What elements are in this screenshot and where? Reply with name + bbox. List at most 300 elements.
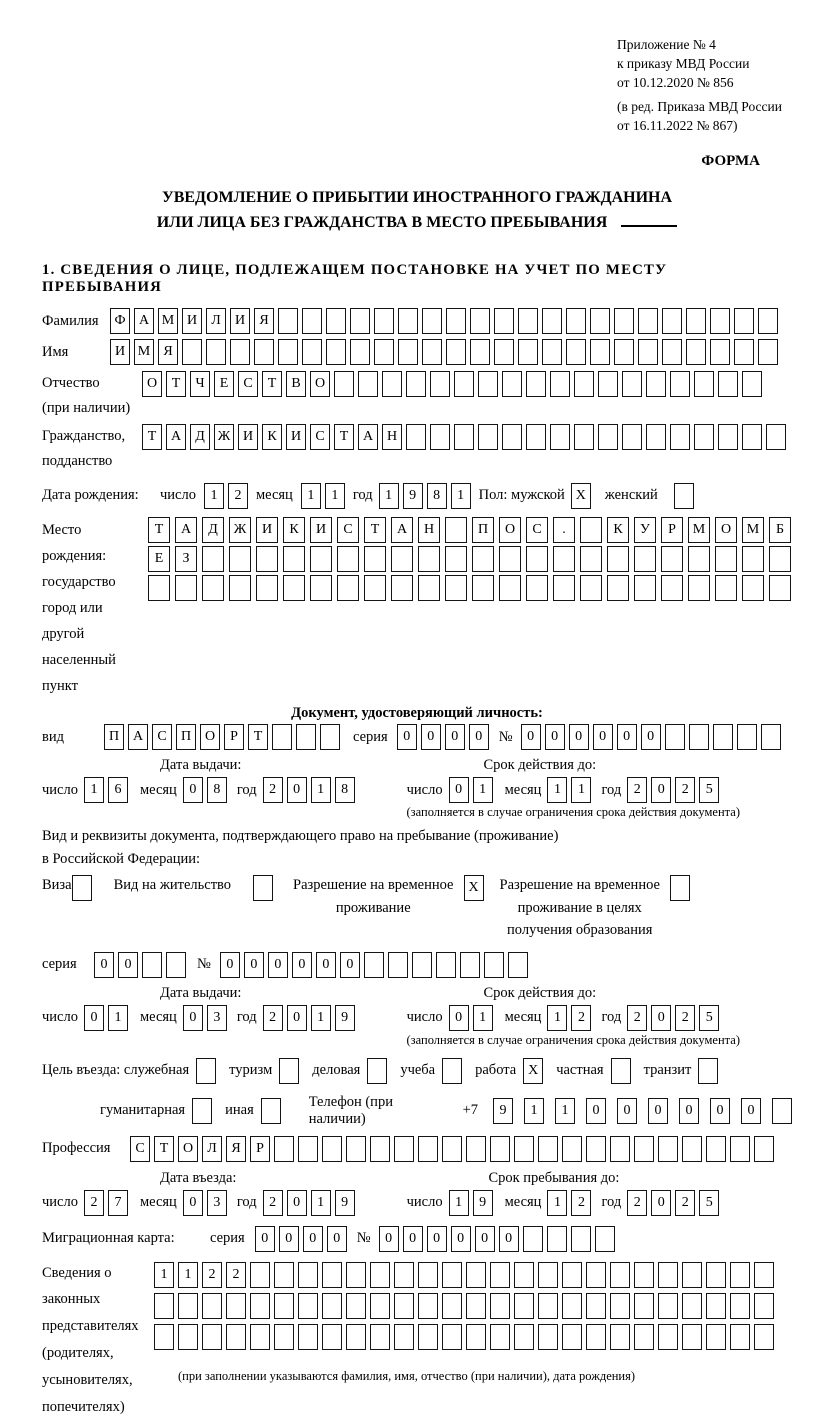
char-cell[interactable]: [622, 424, 642, 450]
char-cell[interactable]: [742, 371, 762, 397]
char-cell[interactable]: 0: [641, 724, 661, 750]
char-cell[interactable]: [283, 546, 305, 572]
char-cell[interactable]: [391, 575, 413, 601]
char-cell[interactable]: [418, 1262, 438, 1288]
char-cell[interactable]: [394, 1293, 414, 1319]
char-cell[interactable]: [298, 1262, 318, 1288]
char-cell[interactable]: Н: [382, 424, 402, 450]
char-cell[interactable]: 1: [311, 777, 331, 803]
char-cell[interactable]: [466, 1136, 486, 1162]
char-cell[interactable]: 1: [555, 1098, 575, 1124]
char-cell[interactable]: 1: [301, 483, 321, 509]
char-cell[interactable]: [526, 575, 548, 601]
char-cell[interactable]: [662, 308, 682, 334]
purpose-humanitarian-checkbox[interactable]: [192, 1098, 212, 1124]
char-cell[interactable]: [610, 1293, 630, 1319]
char-cell[interactable]: 0: [421, 724, 441, 750]
char-cell[interactable]: 1: [547, 1190, 567, 1216]
char-cell[interactable]: [694, 371, 714, 397]
char-cell[interactable]: [394, 1136, 414, 1162]
char-cell[interactable]: [607, 575, 629, 601]
char-cell[interactable]: 0: [279, 1226, 299, 1252]
char-cell[interactable]: [320, 724, 340, 750]
char-cell[interactable]: 1: [311, 1190, 331, 1216]
char-cell[interactable]: 1: [547, 1005, 567, 1031]
char-cell[interactable]: [274, 1136, 294, 1162]
char-cell[interactable]: [518, 308, 538, 334]
char-cell[interactable]: [298, 1293, 318, 1319]
char-cell[interactable]: Т: [154, 1136, 174, 1162]
char-cell[interactable]: 1: [524, 1098, 544, 1124]
char-cell[interactable]: [364, 952, 384, 978]
char-cell[interactable]: 2: [263, 1190, 283, 1216]
char-cell[interactable]: 1: [311, 1005, 331, 1031]
char-cell[interactable]: И: [238, 424, 258, 450]
char-cell[interactable]: 2: [627, 777, 647, 803]
char-cell[interactable]: 7: [108, 1190, 128, 1216]
char-cell[interactable]: Ч: [190, 371, 210, 397]
char-cell[interactable]: [202, 1324, 222, 1350]
char-cell[interactable]: [445, 575, 467, 601]
char-cell[interactable]: 0: [397, 724, 417, 750]
char-cell[interactable]: 0: [545, 724, 565, 750]
char-cell[interactable]: Т: [148, 517, 170, 543]
char-cell[interactable]: [550, 424, 570, 450]
char-cell[interactable]: 0: [287, 1005, 307, 1031]
char-cell[interactable]: [502, 424, 522, 450]
char-cell[interactable]: 0: [617, 1098, 637, 1124]
char-cell[interactable]: [646, 371, 666, 397]
char-cell[interactable]: Л: [206, 308, 226, 334]
purpose-official-checkbox[interactable]: [196, 1058, 216, 1084]
char-cell[interactable]: [154, 1293, 174, 1319]
char-cell[interactable]: [274, 1262, 294, 1288]
char-cell[interactable]: [713, 724, 733, 750]
char-cell[interactable]: [322, 1324, 342, 1350]
char-cell[interactable]: [646, 424, 666, 450]
char-cell[interactable]: [229, 546, 251, 572]
char-cell[interactable]: [478, 424, 498, 450]
char-cell[interactable]: [562, 1324, 582, 1350]
char-cell[interactable]: 0: [710, 1098, 730, 1124]
char-cell[interactable]: 0: [287, 777, 307, 803]
char-cell[interactable]: [446, 339, 466, 365]
char-cell[interactable]: А: [128, 724, 148, 750]
visa-checkbox[interactable]: [72, 875, 92, 901]
char-cell[interactable]: [526, 546, 548, 572]
char-cell[interactable]: [634, 1293, 654, 1319]
char-cell[interactable]: [754, 1293, 774, 1319]
char-cell[interactable]: 2: [228, 483, 248, 509]
char-cell[interactable]: 0: [327, 1226, 347, 1252]
char-cell[interactable]: [346, 1324, 366, 1350]
char-cell[interactable]: [742, 546, 764, 572]
char-cell[interactable]: А: [391, 517, 413, 543]
char-cell[interactable]: [445, 546, 467, 572]
char-cell[interactable]: [490, 1293, 510, 1319]
char-cell[interactable]: [754, 1262, 774, 1288]
char-cell[interactable]: 0: [94, 952, 114, 978]
char-cell[interactable]: [412, 952, 432, 978]
char-cell[interactable]: Ж: [229, 517, 251, 543]
char-cell[interactable]: [710, 308, 730, 334]
char-cell[interactable]: [622, 371, 642, 397]
char-cell[interactable]: [514, 1324, 534, 1350]
char-cell[interactable]: [772, 1098, 792, 1124]
char-cell[interactable]: П: [472, 517, 494, 543]
char-cell[interactable]: 1: [449, 1190, 469, 1216]
char-cell[interactable]: 5: [699, 777, 719, 803]
char-cell[interactable]: 0: [340, 952, 360, 978]
char-cell[interactable]: 0: [244, 952, 264, 978]
char-cell[interactable]: Т: [262, 371, 282, 397]
char-cell[interactable]: В: [286, 371, 306, 397]
char-cell[interactable]: [296, 724, 316, 750]
char-cell[interactable]: [499, 546, 521, 572]
char-cell[interactable]: 0: [679, 1098, 699, 1124]
char-cell[interactable]: 2: [571, 1005, 591, 1031]
char-cell[interactable]: [610, 1262, 630, 1288]
char-cell[interactable]: [398, 308, 418, 334]
char-cell[interactable]: [514, 1293, 534, 1319]
char-cell[interactable]: [302, 308, 322, 334]
char-cell[interactable]: 3: [207, 1005, 227, 1031]
char-cell[interactable]: [718, 371, 738, 397]
char-cell[interactable]: [202, 546, 224, 572]
char-cell[interactable]: [658, 1262, 678, 1288]
char-cell[interactable]: [661, 546, 683, 572]
char-cell[interactable]: 2: [627, 1190, 647, 1216]
char-cell[interactable]: [595, 1226, 615, 1252]
char-cell[interactable]: [250, 1262, 270, 1288]
char-cell[interactable]: Е: [214, 371, 234, 397]
char-cell[interactable]: [322, 1262, 342, 1288]
char-cell[interactable]: [634, 1324, 654, 1350]
char-cell[interactable]: [478, 371, 498, 397]
char-cell[interactable]: [542, 308, 562, 334]
char-cell[interactable]: 0: [569, 724, 589, 750]
char-cell[interactable]: [499, 575, 521, 601]
char-cell[interactable]: Н: [418, 517, 440, 543]
char-cell[interactable]: [610, 1136, 630, 1162]
char-cell[interactable]: 0: [617, 724, 637, 750]
char-cell[interactable]: П: [104, 724, 124, 750]
purpose-tourism-checkbox[interactable]: [279, 1058, 299, 1084]
char-cell[interactable]: К: [607, 517, 629, 543]
char-cell[interactable]: 0: [521, 724, 541, 750]
char-cell[interactable]: 0: [403, 1226, 423, 1252]
char-cell[interactable]: [442, 1262, 462, 1288]
char-cell[interactable]: [274, 1293, 294, 1319]
char-cell[interactable]: Б: [769, 517, 791, 543]
char-cell[interactable]: З: [175, 546, 197, 572]
char-cell[interactable]: 0: [469, 724, 489, 750]
char-cell[interactable]: [322, 1293, 342, 1319]
char-cell[interactable]: [661, 575, 683, 601]
char-cell[interactable]: М: [158, 308, 178, 334]
char-cell[interactable]: 0: [316, 952, 336, 978]
char-cell[interactable]: [542, 339, 562, 365]
char-cell[interactable]: С: [310, 424, 330, 450]
char-cell[interactable]: 0: [449, 1005, 469, 1031]
char-cell[interactable]: 2: [263, 777, 283, 803]
char-cell[interactable]: [688, 575, 710, 601]
char-cell[interactable]: [230, 339, 250, 365]
char-cell[interactable]: 2: [263, 1005, 283, 1031]
char-cell[interactable]: 0: [379, 1226, 399, 1252]
char-cell[interactable]: 9: [493, 1098, 513, 1124]
char-cell[interactable]: 2: [627, 1005, 647, 1031]
char-cell[interactable]: [202, 1293, 222, 1319]
char-cell[interactable]: А: [358, 424, 378, 450]
char-cell[interactable]: [586, 1136, 606, 1162]
char-cell[interactable]: Е: [148, 546, 170, 572]
purpose-private-checkbox[interactable]: [611, 1058, 631, 1084]
temp-permit-checkbox[interactable]: X: [464, 875, 484, 901]
char-cell[interactable]: [254, 339, 274, 365]
char-cell[interactable]: [283, 575, 305, 601]
char-cell[interactable]: [670, 424, 690, 450]
char-cell[interactable]: 0: [84, 1005, 104, 1031]
char-cell[interactable]: [337, 575, 359, 601]
char-cell[interactable]: [730, 1324, 750, 1350]
char-cell[interactable]: [634, 575, 656, 601]
char-cell[interactable]: [614, 339, 634, 365]
char-cell[interactable]: [490, 1324, 510, 1350]
char-cell[interactable]: [178, 1324, 198, 1350]
char-cell[interactable]: 0: [593, 724, 613, 750]
char-cell[interactable]: [574, 371, 594, 397]
char-cell[interactable]: [472, 575, 494, 601]
char-cell[interactable]: [590, 308, 610, 334]
char-cell[interactable]: [406, 371, 426, 397]
char-cell[interactable]: [418, 1136, 438, 1162]
char-cell[interactable]: 2: [571, 1190, 591, 1216]
char-cell[interactable]: 8: [427, 483, 447, 509]
char-cell[interactable]: [418, 546, 440, 572]
char-cell[interactable]: О: [178, 1136, 198, 1162]
char-cell[interactable]: О: [310, 371, 330, 397]
purpose-business-checkbox[interactable]: [367, 1058, 387, 1084]
char-cell[interactable]: [472, 546, 494, 572]
char-cell[interactable]: О: [499, 517, 521, 543]
char-cell[interactable]: [718, 424, 738, 450]
char-cell[interactable]: [454, 424, 474, 450]
char-cell[interactable]: [571, 1226, 591, 1252]
char-cell[interactable]: [580, 517, 602, 543]
char-cell[interactable]: [310, 546, 332, 572]
char-cell[interactable]: [580, 546, 602, 572]
char-cell[interactable]: 2: [675, 1190, 695, 1216]
char-cell[interactable]: [598, 424, 618, 450]
char-cell[interactable]: [466, 1262, 486, 1288]
char-cell[interactable]: [734, 308, 754, 334]
char-cell[interactable]: [526, 424, 546, 450]
char-cell[interactable]: [769, 575, 791, 601]
char-cell[interactable]: С: [130, 1136, 150, 1162]
char-cell[interactable]: [730, 1293, 750, 1319]
char-cell[interactable]: [382, 371, 402, 397]
char-cell[interactable]: [256, 575, 278, 601]
char-cell[interactable]: [364, 546, 386, 572]
char-cell[interactable]: [394, 1324, 414, 1350]
char-cell[interactable]: 1: [84, 777, 104, 803]
char-cell[interactable]: И: [256, 517, 278, 543]
char-cell[interactable]: [302, 339, 322, 365]
char-cell[interactable]: [730, 1262, 750, 1288]
char-cell[interactable]: [574, 424, 594, 450]
char-cell[interactable]: [514, 1136, 534, 1162]
char-cell[interactable]: Р: [661, 517, 683, 543]
char-cell[interactable]: [470, 308, 490, 334]
purpose-work-checkbox[interactable]: X: [523, 1058, 543, 1084]
sex-male-checkbox[interactable]: X: [571, 483, 591, 509]
char-cell[interactable]: [658, 1324, 678, 1350]
char-cell[interactable]: [706, 1324, 726, 1350]
char-cell[interactable]: [742, 575, 764, 601]
temp-permit-edu-checkbox[interactable]: [670, 875, 690, 901]
char-cell[interactable]: [406, 424, 426, 450]
char-cell[interactable]: И: [286, 424, 306, 450]
char-cell[interactable]: [358, 371, 378, 397]
char-cell[interactable]: [445, 517, 467, 543]
char-cell[interactable]: [715, 575, 737, 601]
char-cell[interactable]: Д: [202, 517, 224, 543]
char-cell[interactable]: [508, 952, 528, 978]
purpose-transit-checkbox[interactable]: [698, 1058, 718, 1084]
char-cell[interactable]: 0: [183, 1005, 203, 1031]
char-cell[interactable]: [754, 1324, 774, 1350]
char-cell[interactable]: 0: [651, 1005, 671, 1031]
char-cell[interactable]: 1: [547, 777, 567, 803]
char-cell[interactable]: 0: [292, 952, 312, 978]
char-cell[interactable]: [562, 1136, 582, 1162]
char-cell[interactable]: [658, 1136, 678, 1162]
char-cell[interactable]: [553, 575, 575, 601]
char-cell[interactable]: [665, 724, 685, 750]
char-cell[interactable]: [730, 1136, 750, 1162]
char-cell[interactable]: [494, 339, 514, 365]
char-cell[interactable]: [364, 575, 386, 601]
char-cell[interactable]: [638, 339, 658, 365]
char-cell[interactable]: А: [175, 517, 197, 543]
char-cell[interactable]: Т: [334, 424, 354, 450]
char-cell[interactable]: [610, 1324, 630, 1350]
char-cell[interactable]: [715, 546, 737, 572]
char-cell[interactable]: 1: [325, 483, 345, 509]
char-cell[interactable]: 1: [571, 777, 591, 803]
char-cell[interactable]: [370, 1262, 390, 1288]
char-cell[interactable]: [422, 308, 442, 334]
char-cell[interactable]: [538, 1136, 558, 1162]
char-cell[interactable]: [446, 308, 466, 334]
char-cell[interactable]: 6: [108, 777, 128, 803]
char-cell[interactable]: О: [142, 371, 162, 397]
char-cell[interactable]: [586, 1262, 606, 1288]
char-cell[interactable]: М: [742, 517, 764, 543]
char-cell[interactable]: А: [166, 424, 186, 450]
char-cell[interactable]: 2: [675, 777, 695, 803]
char-cell[interactable]: Ф: [110, 308, 130, 334]
char-cell[interactable]: [422, 339, 442, 365]
char-cell[interactable]: [734, 339, 754, 365]
char-cell[interactable]: [538, 1262, 558, 1288]
char-cell[interactable]: [250, 1324, 270, 1350]
char-cell[interactable]: [553, 546, 575, 572]
char-cell[interactable]: [754, 1136, 774, 1162]
char-cell[interactable]: 1: [379, 483, 399, 509]
char-cell[interactable]: [346, 1136, 366, 1162]
char-cell[interactable]: [278, 339, 298, 365]
char-cell[interactable]: [142, 952, 162, 978]
char-cell[interactable]: [346, 1262, 366, 1288]
char-cell[interactable]: [466, 1324, 486, 1350]
char-cell[interactable]: [388, 952, 408, 978]
char-cell[interactable]: [494, 308, 514, 334]
residence-permit-checkbox[interactable]: [253, 875, 273, 901]
char-cell[interactable]: [634, 546, 656, 572]
char-cell[interactable]: Т: [248, 724, 268, 750]
char-cell[interactable]: [391, 546, 413, 572]
char-cell[interactable]: [502, 371, 522, 397]
char-cell[interactable]: [418, 575, 440, 601]
char-cell[interactable]: [566, 339, 586, 365]
char-cell[interactable]: [182, 339, 202, 365]
char-cell[interactable]: 0: [255, 1226, 275, 1252]
char-cell[interactable]: [298, 1136, 318, 1162]
char-cell[interactable]: 5: [699, 1190, 719, 1216]
char-cell[interactable]: [518, 339, 538, 365]
char-cell[interactable]: 8: [207, 777, 227, 803]
char-cell[interactable]: [374, 339, 394, 365]
char-cell[interactable]: [350, 308, 370, 334]
char-cell[interactable]: [662, 339, 682, 365]
char-cell[interactable]: [758, 339, 778, 365]
char-cell[interactable]: [278, 308, 298, 334]
char-cell[interactable]: 0: [445, 724, 465, 750]
char-cell[interactable]: 0: [118, 952, 138, 978]
char-cell[interactable]: [550, 371, 570, 397]
char-cell[interactable]: [250, 1293, 270, 1319]
char-cell[interactable]: 9: [403, 483, 423, 509]
char-cell[interactable]: 0: [183, 1190, 203, 1216]
char-cell[interactable]: 0: [651, 1190, 671, 1216]
char-cell[interactable]: [398, 339, 418, 365]
char-cell[interactable]: [538, 1324, 558, 1350]
char-cell[interactable]: [490, 1136, 510, 1162]
char-cell[interactable]: 8: [335, 777, 355, 803]
char-cell[interactable]: [436, 952, 456, 978]
char-cell[interactable]: 0: [651, 777, 671, 803]
char-cell[interactable]: [148, 575, 170, 601]
char-cell[interactable]: [337, 546, 359, 572]
char-cell[interactable]: И: [310, 517, 332, 543]
char-cell[interactable]: [334, 371, 354, 397]
char-cell[interactable]: [689, 724, 709, 750]
char-cell[interactable]: С: [238, 371, 258, 397]
char-cell[interactable]: [682, 1262, 702, 1288]
char-cell[interactable]: [370, 1324, 390, 1350]
char-cell[interactable]: И: [230, 308, 250, 334]
char-cell[interactable]: Ж: [214, 424, 234, 450]
char-cell[interactable]: 0: [648, 1098, 668, 1124]
char-cell[interactable]: [586, 1324, 606, 1350]
char-cell[interactable]: [523, 1226, 543, 1252]
char-cell[interactable]: [538, 1293, 558, 1319]
char-cell[interactable]: 2: [84, 1190, 104, 1216]
char-cell[interactable]: С: [337, 517, 359, 543]
char-cell[interactable]: [178, 1293, 198, 1319]
